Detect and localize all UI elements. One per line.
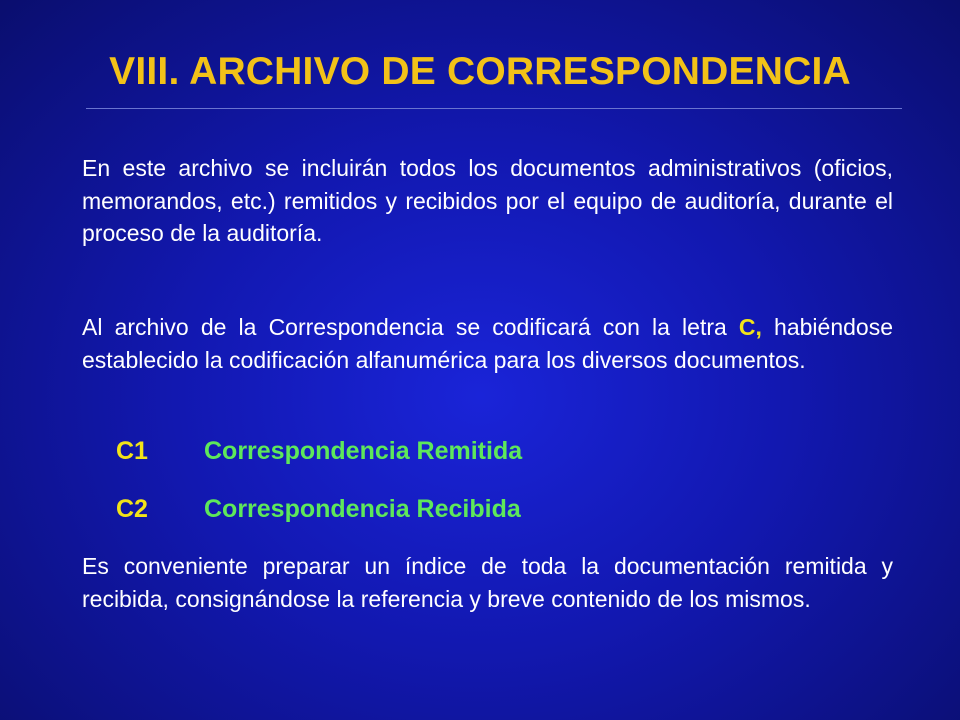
code-c2: C2 <box>116 495 148 523</box>
paragraph-coding-start: Al archivo de la Correspondencia se codificará con la letra <box>82 314 739 340</box>
paragraph-coding-end: habiéndose establecido la codificación alfanumérica para los diversos documentos. <box>82 314 893 373</box>
code-letter: C, <box>738 314 762 340</box>
code-c1-label: Correspondencia Remitida <box>204 437 523 465</box>
paragraph-index: Es conveniente preparar un índice de toda la documentación remitida y recibida, consignándose la referencia y breve contenido de los mismos. <box>82 553 893 612</box>
paragraph-coding <box>82 311 893 376</box>
code-row-c1 <box>116 437 522 466</box>
code-c1: C1 <box>116 437 148 465</box>
code-c2-label: Correspondencia Recibida <box>204 495 521 523</box>
code-row-c2 <box>116 495 521 524</box>
slide-title: VIII. ARCHIVO DE CORRESPONDENCIA <box>109 50 851 93</box>
title-divider <box>86 108 902 109</box>
paragraph-intro: En este archivo se incluirán todos los documentos administrativos (oficios, memorandos, etc.) remitidos y recibidos por el equipo de auditoría, durante el proceso de la auditoría. <box>82 155 893 246</box>
